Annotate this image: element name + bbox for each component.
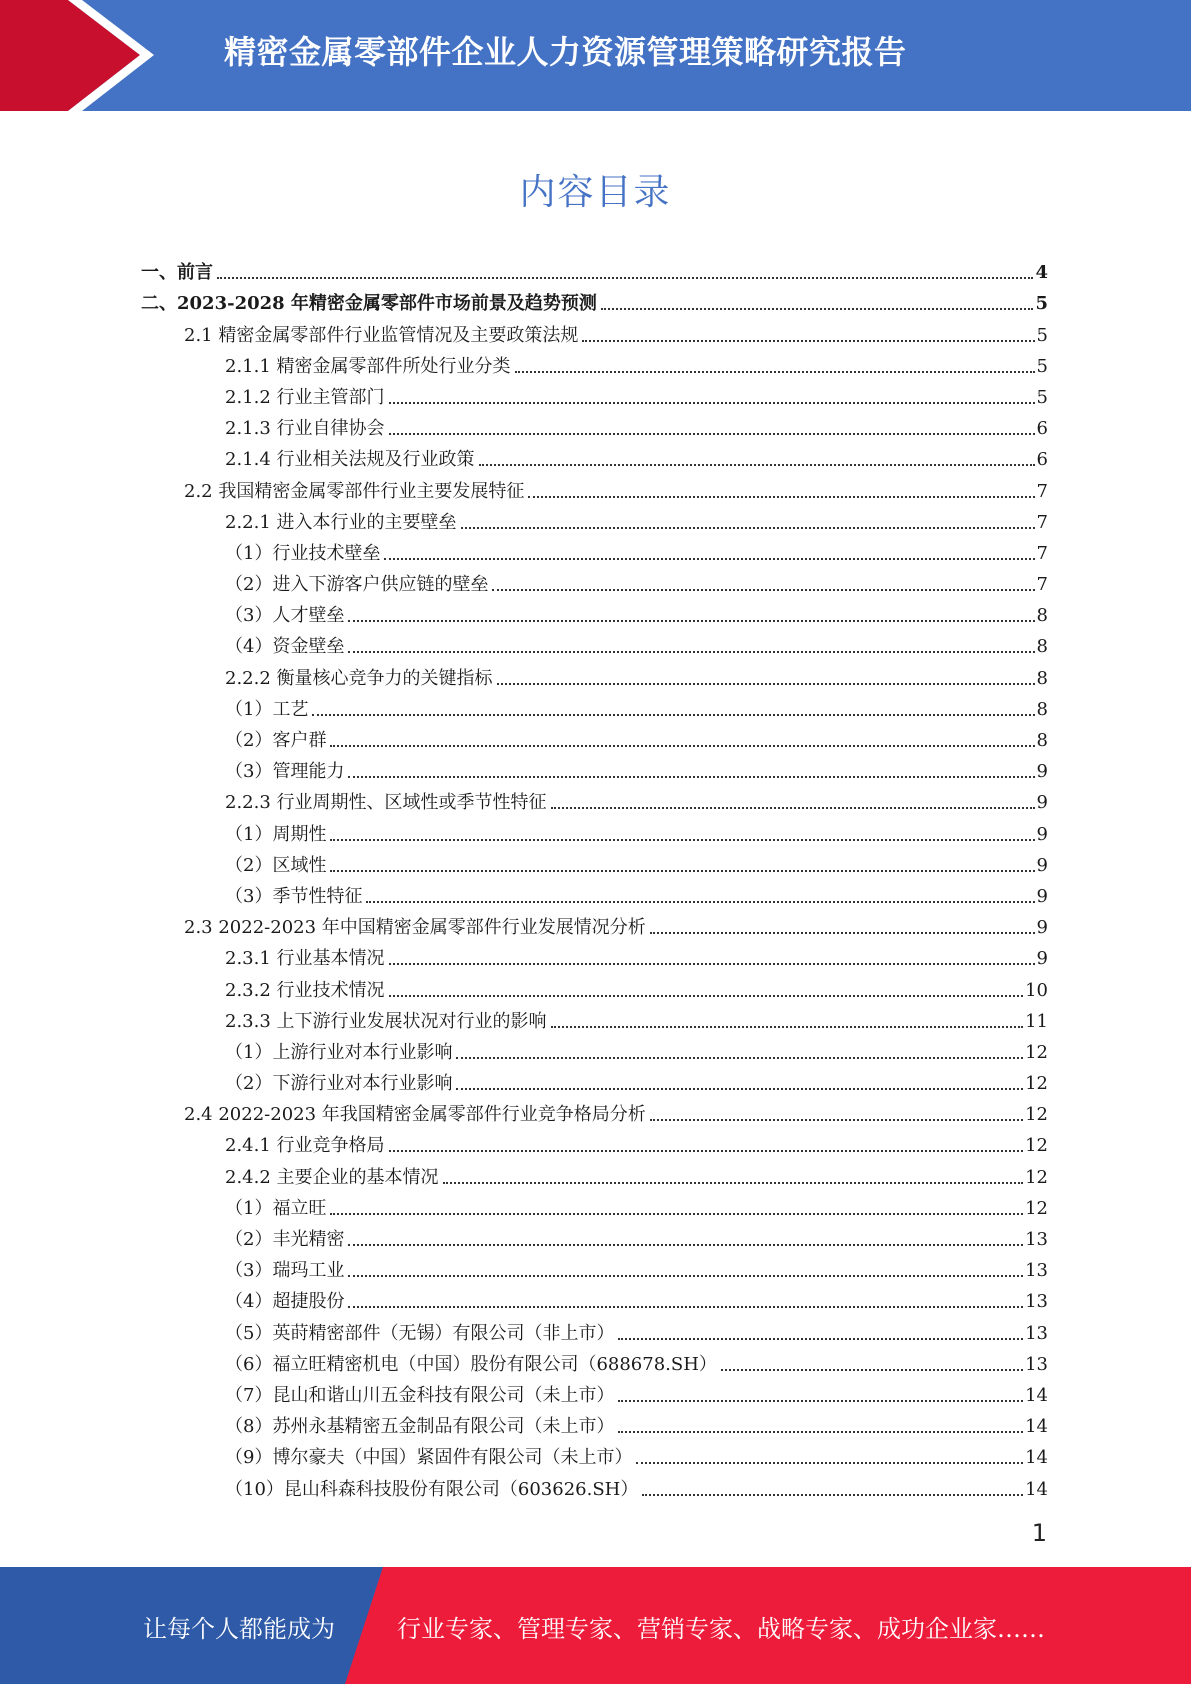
toc-entry[interactable]	[141, 503, 1048, 534]
toc-entry-page: 9	[1036, 948, 1048, 970]
toc-entry-page: 5	[1036, 324, 1048, 346]
toc-entry-page: 12	[1025, 1073, 1048, 1095]
footer-slogan-left: 让每个人都能成为	[143, 1615, 335, 1643]
toc-entry-label: （3）季节性特征	[225, 885, 363, 907]
toc-dot-leader	[601, 308, 1034, 310]
toc-dot-leader	[389, 402, 1035, 404]
toc-dot-leader	[348, 651, 1034, 653]
toc-entry-page: 14	[1025, 1478, 1048, 1500]
toc-entry[interactable]	[141, 1345, 1048, 1376]
toc-entry-label: （8）苏州永基精密五金制品有限公司（未上市）	[225, 1416, 615, 1438]
toc-entry-page: 13	[1025, 1353, 1048, 1375]
toc-entry-page: 9	[1036, 823, 1048, 845]
toc-entry-page: 14	[1025, 1416, 1048, 1438]
toc-entry[interactable]	[141, 1313, 1048, 1344]
toc-dot-leader	[384, 558, 1034, 560]
toc-dot-leader	[330, 1213, 1023, 1215]
toc-entry-page: 9	[1036, 885, 1048, 907]
toc-dot-leader	[479, 464, 1035, 466]
toc-entry-label: 2.3.3 上下游行业发展状况对行业的影响	[225, 1010, 547, 1032]
toc-entry-page: 7	[1036, 542, 1048, 564]
toc-dot-leader	[642, 1494, 1023, 1496]
toc-entry[interactable]	[141, 1189, 1048, 1220]
toc-entry-page: 8	[1036, 667, 1048, 689]
table-of-contents	[141, 253, 1048, 1501]
footer-band	[0, 1567, 1191, 1684]
toc-entry-page: 9	[1036, 792, 1048, 814]
toc-entry-label: （2）下游行业对本行业影响	[225, 1073, 453, 1095]
toc-entry[interactable]	[141, 284, 1048, 315]
toc-entry-page: 13	[1025, 1291, 1048, 1313]
toc-entry[interactable]	[141, 1002, 1048, 1033]
toc-entry-label: 2.1.2 行业主管部门	[225, 386, 385, 408]
toc-entry-label: 2.4.2 主要企业的基本情况	[225, 1166, 439, 1188]
report-title: 精密金属零部件企业人力资源管理策略研究报告	[224, 33, 907, 71]
toc-dot-leader	[348, 1244, 1023, 1246]
toc-entry-page: 14	[1025, 1447, 1048, 1469]
toc-entry-label: 2.1 精密金属零部件行业监管情况及主要政策法规	[184, 324, 579, 346]
toc-entry[interactable]	[141, 1033, 1048, 1064]
toc-dot-leader	[582, 340, 1034, 342]
toc-entry-label: （2）客户群	[225, 730, 327, 751]
toc-entry-page: 13	[1025, 1229, 1048, 1250]
toc-dot-leader	[456, 1088, 1023, 1090]
toc-entry-page: 5	[1036, 386, 1048, 408]
toc-dot-leader	[650, 932, 1035, 934]
toc-entry-label: （6）福立旺精密机电（中国）股份有限公司（688678.SH）	[225, 1353, 717, 1375]
toc-dot-leader	[389, 433, 1035, 435]
footer-slogan-right: 行业专家、管理专家、营销专家、战略专家、成功企业家……	[397, 1615, 1045, 1643]
toc-entry[interactable]	[141, 908, 1048, 939]
toc-entry-label: （2）丰光精密	[225, 1229, 345, 1250]
toc-entry-page: 8	[1036, 605, 1048, 627]
toc-dot-leader	[551, 807, 1035, 809]
toc-entry-label: 2.2.3 行业周期性、区域性或季节性特征	[225, 792, 547, 814]
toc-dot-leader	[389, 995, 1024, 997]
toc-entry-label: （9）博尔豪夫（中国）紧固件有限公司（未上市）	[225, 1447, 633, 1469]
page-number: 1	[1031, 1519, 1047, 1547]
toc-dot-leader	[618, 1400, 1023, 1402]
toc-entry-label: （3）瑞玛工业	[225, 1260, 345, 1282]
toc-entry-label: 2.1.3 行业自律协会	[225, 418, 385, 440]
toc-entry-label: （3）人才壁垒	[225, 605, 345, 627]
toc-dot-leader	[528, 496, 1034, 498]
toc-entry[interactable]	[141, 534, 1048, 565]
toc-entry-label: （1）福立旺	[225, 1197, 327, 1219]
toc-entry-label: 2.2.1 进入本行业的主要壁垒	[225, 511, 457, 533]
toc-entry-label: （4）资金壁垒	[225, 636, 345, 658]
toc-entry[interactable]	[141, 1282, 1048, 1313]
toc-entry[interactable]	[141, 1126, 1048, 1157]
toc-entry-label: （5）英莳精密部件（无锡）有限公司（非上市）	[225, 1322, 615, 1344]
toc-entry[interactable]	[141, 627, 1048, 658]
header-band	[0, 0, 1191, 111]
toc-entry-page: 12	[1025, 1104, 1048, 1126]
toc-dot-leader	[636, 1462, 1023, 1464]
toc-entry-page: 9	[1036, 761, 1048, 783]
toc-dot-leader	[443, 1182, 1024, 1184]
toc-dot-leader	[330, 745, 1034, 747]
toc-dot-leader	[217, 277, 1033, 279]
header-arrow-icon	[0, 0, 160, 111]
toc-dot-leader	[330, 870, 1034, 872]
toc-dot-leader	[389, 963, 1035, 965]
toc-entry-page: 9	[1036, 917, 1048, 939]
toc-entry[interactable]	[141, 721, 1048, 752]
toc-entry[interactable]	[141, 440, 1048, 471]
toc-entry-page: 7	[1036, 574, 1048, 596]
toc-entry-label: 2.3 2022-2023 年中国精密金属零部件行业发展情况分析	[184, 917, 646, 939]
toc-entry-page: 4	[1035, 262, 1048, 284]
toc-entry-page: 8	[1036, 698, 1048, 720]
toc-entry-label: （4）超捷股份	[225, 1291, 345, 1313]
toc-entry-label: （10）昆山科森科技股份有限公司（603626.SH）	[225, 1478, 639, 1500]
toc-entry-page: 6	[1036, 449, 1048, 471]
toc-dot-leader	[312, 714, 1034, 716]
toc-entry-label: （1）上游行业对本行业影响	[225, 1041, 453, 1063]
toc-entry[interactable]	[141, 939, 1048, 970]
toc-entry[interactable]	[141, 1407, 1048, 1438]
toc-entry[interactable]	[141, 1157, 1048, 1188]
toc-entry[interactable]	[141, 1376, 1048, 1407]
toc-entry[interactable]	[141, 315, 1048, 346]
toc-entry-label: 2.2.2 衡量核心竞争力的关键指标	[225, 667, 493, 689]
toc-entry[interactable]	[141, 378, 1048, 409]
toc-entry-label: 2.3.2 行业技术情况	[225, 979, 385, 1001]
toc-entry-label: 2.2 我国精密金属零部件行业主要发展特征	[184, 480, 525, 502]
toc-entry-page: 12	[1025, 1041, 1048, 1063]
toc-dot-leader	[618, 1338, 1023, 1340]
toc-entry[interactable]	[141, 565, 1048, 596]
toc-dot-leader	[389, 1150, 1024, 1152]
toc-entry-page: 5	[1035, 293, 1048, 315]
toc-entry-page: 6	[1036, 418, 1048, 440]
toc-entry[interactable]	[141, 1469, 1048, 1500]
toc-dot-leader	[551, 1026, 1024, 1028]
toc-entry-page: 12	[1025, 1197, 1048, 1219]
toc-entry[interactable]	[141, 752, 1048, 783]
toc-entry[interactable]	[141, 1438, 1048, 1469]
toc-entry-page: 11	[1025, 1010, 1048, 1032]
toc-entry-page: 8	[1036, 730, 1048, 751]
toc-entry[interactable]	[141, 877, 1048, 908]
toc-dot-leader	[492, 589, 1034, 591]
toc-entry[interactable]	[141, 1095, 1048, 1126]
toc-entry-page: 13	[1025, 1322, 1048, 1344]
toc-dot-leader	[515, 371, 1035, 373]
toc-entry[interactable]	[141, 783, 1048, 814]
toc-entry[interactable]	[141, 347, 1048, 378]
toc-entry-label: 2.4.1 行业竞争格局	[225, 1135, 385, 1157]
toc-entry-label: 2.1.4 行业相关法规及行业政策	[225, 449, 475, 471]
toc-entry-page: 8	[1036, 636, 1048, 658]
toc-entry-page: 12	[1025, 1166, 1048, 1188]
toc-entry-label: （1）周期性	[225, 823, 327, 845]
toc-entry-label: 2.1.1 精密金属零部件所处行业分类	[225, 355, 511, 377]
toc-dot-leader	[650, 1119, 1023, 1121]
toc-entry-page: 5	[1036, 355, 1048, 377]
toc-dot-leader	[348, 1306, 1023, 1308]
toc-entry-label: （2）进入下游客户供应链的壁垒	[225, 574, 489, 596]
toc-dot-leader	[618, 1431, 1023, 1433]
toc-dot-leader	[366, 901, 1034, 903]
toc-dot-leader	[456, 1057, 1023, 1059]
toc-dot-leader	[348, 620, 1034, 622]
toc-entry-label: （1）工艺	[225, 698, 309, 720]
toc-entry-label: 一、前言	[141, 262, 213, 284]
toc-entry[interactable]	[141, 970, 1048, 1001]
toc-dot-leader	[497, 683, 1035, 685]
toc-dot-leader	[461, 527, 1035, 529]
toc-entry-label: （1）行业技术壁垒	[225, 542, 381, 564]
toc-entry[interactable]	[141, 409, 1048, 440]
toc-entry[interactable]	[141, 1064, 1048, 1095]
toc-entry-label: 2.4 2022-2023 年我国精密金属零部件行业竞争格局分析	[184, 1104, 646, 1126]
toc-entry[interactable]	[141, 1220, 1048, 1251]
toc-entry[interactable]	[141, 1251, 1048, 1282]
toc-heading: 内容目录	[519, 172, 672, 213]
toc-entry-label: （2）区域性	[225, 854, 327, 876]
toc-entry-page: 9	[1036, 854, 1048, 876]
toc-entry-label: （7）昆山和谐山川五金科技有限公司（未上市）	[225, 1384, 615, 1406]
toc-entry[interactable]	[141, 471, 1048, 502]
toc-dot-leader	[330, 839, 1034, 841]
toc-entry-page: 14	[1025, 1384, 1048, 1406]
toc-entry-label: 2.3.1 行业基本情况	[225, 948, 385, 970]
toc-entry[interactable]	[141, 658, 1048, 689]
toc-entry-page: 7	[1036, 511, 1048, 533]
toc-entry-label: （3）管理能力	[225, 761, 345, 783]
toc-entry-page: 12	[1025, 1135, 1048, 1157]
toc-entry[interactable]	[141, 596, 1048, 627]
toc-entry[interactable]	[141, 690, 1048, 721]
toc-entry[interactable]	[141, 253, 1048, 284]
toc-dot-leader	[348, 776, 1034, 778]
toc-entry-page: 7	[1036, 480, 1048, 502]
toc-entry-label: 二、2023-2028 年精密金属零部件市场前景及趋势预测	[141, 293, 597, 315]
toc-dot-leader	[348, 1275, 1023, 1277]
toc-entry[interactable]	[141, 846, 1048, 877]
toc-entry-page: 10	[1025, 979, 1048, 1001]
toc-entry-page: 13	[1025, 1260, 1048, 1282]
toc-dot-leader	[721, 1369, 1023, 1371]
toc-entry[interactable]	[141, 814, 1048, 845]
